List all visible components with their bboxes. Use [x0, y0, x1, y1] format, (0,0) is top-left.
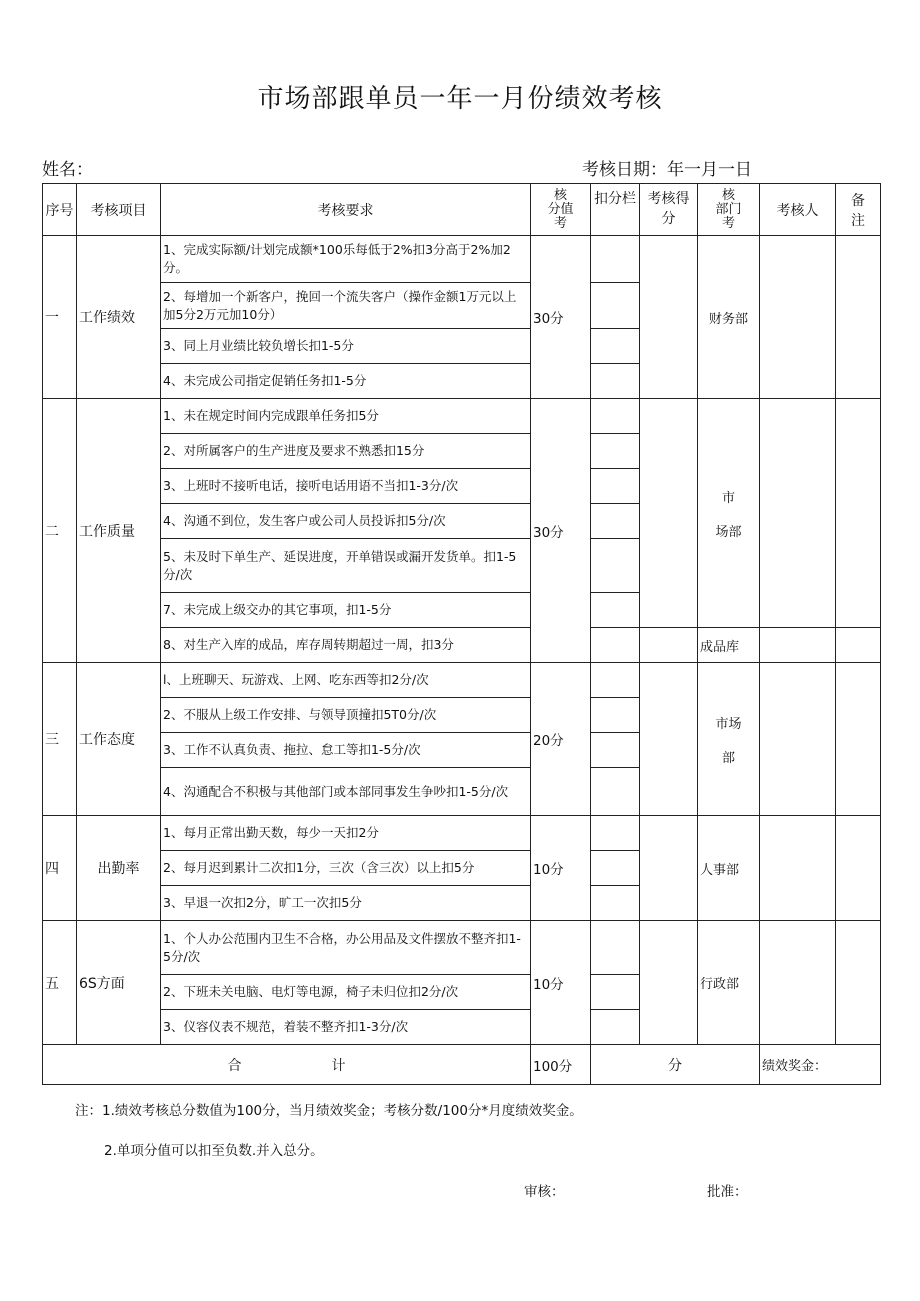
- remark-input[interactable]: [836, 816, 881, 921]
- requirement-cell: 1、每月正常出勤天数，每少一天扣2分: [161, 816, 531, 851]
- requirement-cell: 2、对所属客户的生产进度及要求不熟悉扣15分: [161, 434, 531, 469]
- header-assessor: 考核人: [760, 184, 836, 236]
- section-index: 三: [43, 663, 77, 816]
- earned-input[interactable]: [640, 921, 698, 1045]
- note-1: 注：1.绩效考核总分数值为100分，当月绩效奖金；考核分数/100分*月度绩效奖金。: [75, 1103, 583, 1119]
- section-index: 一: [43, 236, 77, 399]
- assessor-input[interactable]: [760, 236, 836, 399]
- deduct-input[interactable]: [591, 733, 640, 768]
- requirement-cell: 2、每月迟到累计二次扣1分，三次（含三次）以上扣5分: [161, 851, 531, 886]
- deduct-input[interactable]: [591, 539, 640, 593]
- header-item: 考核项目: [77, 184, 161, 236]
- section-dept: 财务部: [698, 236, 760, 399]
- deduct-input[interactable]: [591, 663, 640, 698]
- assessor-input[interactable]: [760, 816, 836, 921]
- assessor-input[interactable]: [760, 399, 836, 628]
- requirement-cell: 5、未及时下单生产、延误进度，开单错误或漏开发货单。扣1-5分/次: [161, 539, 531, 593]
- section-dept: 成品库: [698, 628, 760, 663]
- section-index: 四: [43, 816, 77, 921]
- requirement-cell: 3、早退一次扣2分，旷工一次扣5分: [161, 886, 531, 921]
- section-index: 二: [43, 399, 77, 663]
- deduct-input[interactable]: [591, 504, 640, 539]
- earned-input[interactable]: [640, 399, 698, 628]
- deduct-input[interactable]: [591, 329, 640, 364]
- total-earned[interactable]: 分: [591, 1045, 760, 1085]
- earned-input[interactable]: [640, 663, 698, 816]
- section-dept: 市场 部: [698, 663, 760, 816]
- section-index: 五: [43, 921, 77, 1045]
- total-row: [43, 1045, 881, 1085]
- section-category: 工作绩效: [77, 236, 161, 399]
- section-score: 10分: [531, 816, 591, 921]
- deduct-input[interactable]: [591, 283, 640, 329]
- requirement-cell: l、上班聊天、玩游戏、上网、吃东西等扣2分/次: [161, 663, 531, 698]
- requirement-cell: 2、每增加一个新客户，挽回一个流失客户（操作金额1万元以上加5分2万元加10分）: [161, 283, 531, 329]
- header-seq: 序号: [43, 184, 77, 236]
- table-row: [43, 236, 881, 283]
- deduct-input[interactable]: [591, 628, 640, 663]
- requirement-cell: 3、工作不认真负责、拖拉、怠工等扣1-5分/次: [161, 733, 531, 768]
- requirement-cell: 2、不服从上级工作安排、与领导顶撞扣5T0分/次: [161, 698, 531, 733]
- requirement-cell: 4、沟通不到位，发生客户或公司人员投诉扣5分/次: [161, 504, 531, 539]
- requirement-cell: 3、上班时不接听电话，接听电话用语不当扣1-3分/次: [161, 469, 531, 504]
- assessor-input[interactable]: [760, 663, 836, 816]
- deduct-input[interactable]: [591, 816, 640, 851]
- evaluation-table: [42, 183, 881, 1085]
- section-score: 30分: [531, 236, 591, 399]
- requirement-cell: 7、未完成上级交办的其它事项，扣1-5分: [161, 593, 531, 628]
- section-dept: 市 场部: [698, 399, 760, 628]
- remark-input[interactable]: [836, 399, 881, 628]
- deduct-input[interactable]: [591, 434, 640, 469]
- section-category: 出勤率: [77, 816, 161, 921]
- assessor-input[interactable]: [760, 921, 836, 1045]
- section-category: 工作质量: [77, 399, 161, 663]
- section-score: 10分: [531, 921, 591, 1045]
- header-deduct: 扣分栏: [591, 184, 640, 236]
- table-row: [43, 628, 881, 663]
- section-score: 20分: [531, 663, 591, 816]
- deduct-input[interactable]: [591, 1010, 640, 1045]
- deduct-input[interactable]: [591, 851, 640, 886]
- header-row: [43, 184, 881, 236]
- table-row: [43, 663, 881, 698]
- deduct-input[interactable]: [591, 399, 640, 434]
- header-remark: 备 注: [836, 184, 881, 236]
- requirement-cell: 4、沟通配合不积极与其他部门或本部同事发生争吵扣1-5分/次: [161, 768, 531, 816]
- deduct-input[interactable]: [591, 236, 640, 283]
- earned-input[interactable]: [640, 236, 698, 399]
- table-row: [43, 921, 881, 975]
- note-2: 2.单项分值可以扣至负数.并入总分。: [104, 1143, 324, 1159]
- requirement-cell: 8、对生产入库的成品，库存周转期超过一周，扣3分: [161, 628, 531, 663]
- header-earned: 考核得 分: [640, 184, 698, 236]
- section-category: 工作态度: [77, 663, 161, 816]
- section-score: 30分: [531, 399, 591, 663]
- page-title: 市场部跟单员一年一月份绩效考核: [257, 84, 663, 114]
- requirement-cell: 4、未完成公司指定促销任务扣1-5分: [161, 364, 531, 399]
- total-score: 100分: [531, 1045, 591, 1085]
- requirement-cell: 1、完成实际额/计划完成额*100乐每低于2%扣3分高于2%加2分。: [161, 236, 531, 283]
- assessor-input[interactable]: [760, 628, 836, 663]
- requirement-cell: 2、下班未关电脑、电灯等电源，椅子未归位扣2分/次: [161, 975, 531, 1010]
- table-row: [43, 816, 881, 851]
- bonus-field[interactable]: 绩效奖金：: [760, 1045, 881, 1085]
- earned-input[interactable]: [640, 816, 698, 921]
- requirement-cell: 3、同上月业绩比较负增长扣1-5分: [161, 329, 531, 364]
- section-dept: 行政部: [698, 921, 760, 1045]
- deduct-input[interactable]: [591, 698, 640, 733]
- deduct-input[interactable]: [591, 921, 640, 975]
- section-dept: 人事部: [698, 816, 760, 921]
- remark-input[interactable]: [836, 663, 881, 816]
- header-requirement: 考核要求: [161, 184, 531, 236]
- header-score: 核 分值 考: [531, 184, 591, 236]
- requirement-cell: 1、个人办公范围内卫生不合格，办公用品及文件摆放不整齐扣1-5分/次: [161, 921, 531, 975]
- header-dept: 核 部门 考: [698, 184, 760, 236]
- date-label: 考核日期：年一月一日: [582, 160, 752, 180]
- deduct-input[interactable]: [591, 469, 640, 504]
- total-label: 合 计: [43, 1045, 531, 1085]
- approve-label: 批准：: [707, 1184, 748, 1200]
- deduct-input[interactable]: [591, 593, 640, 628]
- remark-input[interactable]: [836, 236, 881, 399]
- remark-input[interactable]: [836, 628, 881, 663]
- deduct-input[interactable]: [591, 975, 640, 1010]
- remark-input[interactable]: [836, 921, 881, 1045]
- name-label: 姓名：: [42, 160, 93, 180]
- deduct-input[interactable]: [591, 768, 640, 816]
- requirement-cell: 3、仪容仪表不规范，着装不整齐扣1-3分/次: [161, 1010, 531, 1045]
- deduct-input[interactable]: [591, 886, 640, 921]
- requirement-cell: 1、未在规定时间内完成跟单任务扣5分: [161, 399, 531, 434]
- table-row: [43, 399, 881, 434]
- audit-label: 审核：: [524, 1184, 565, 1200]
- deduct-input[interactable]: [591, 364, 640, 399]
- section-category: 6S方面: [77, 921, 161, 1045]
- earned-input[interactable]: [640, 628, 698, 663]
